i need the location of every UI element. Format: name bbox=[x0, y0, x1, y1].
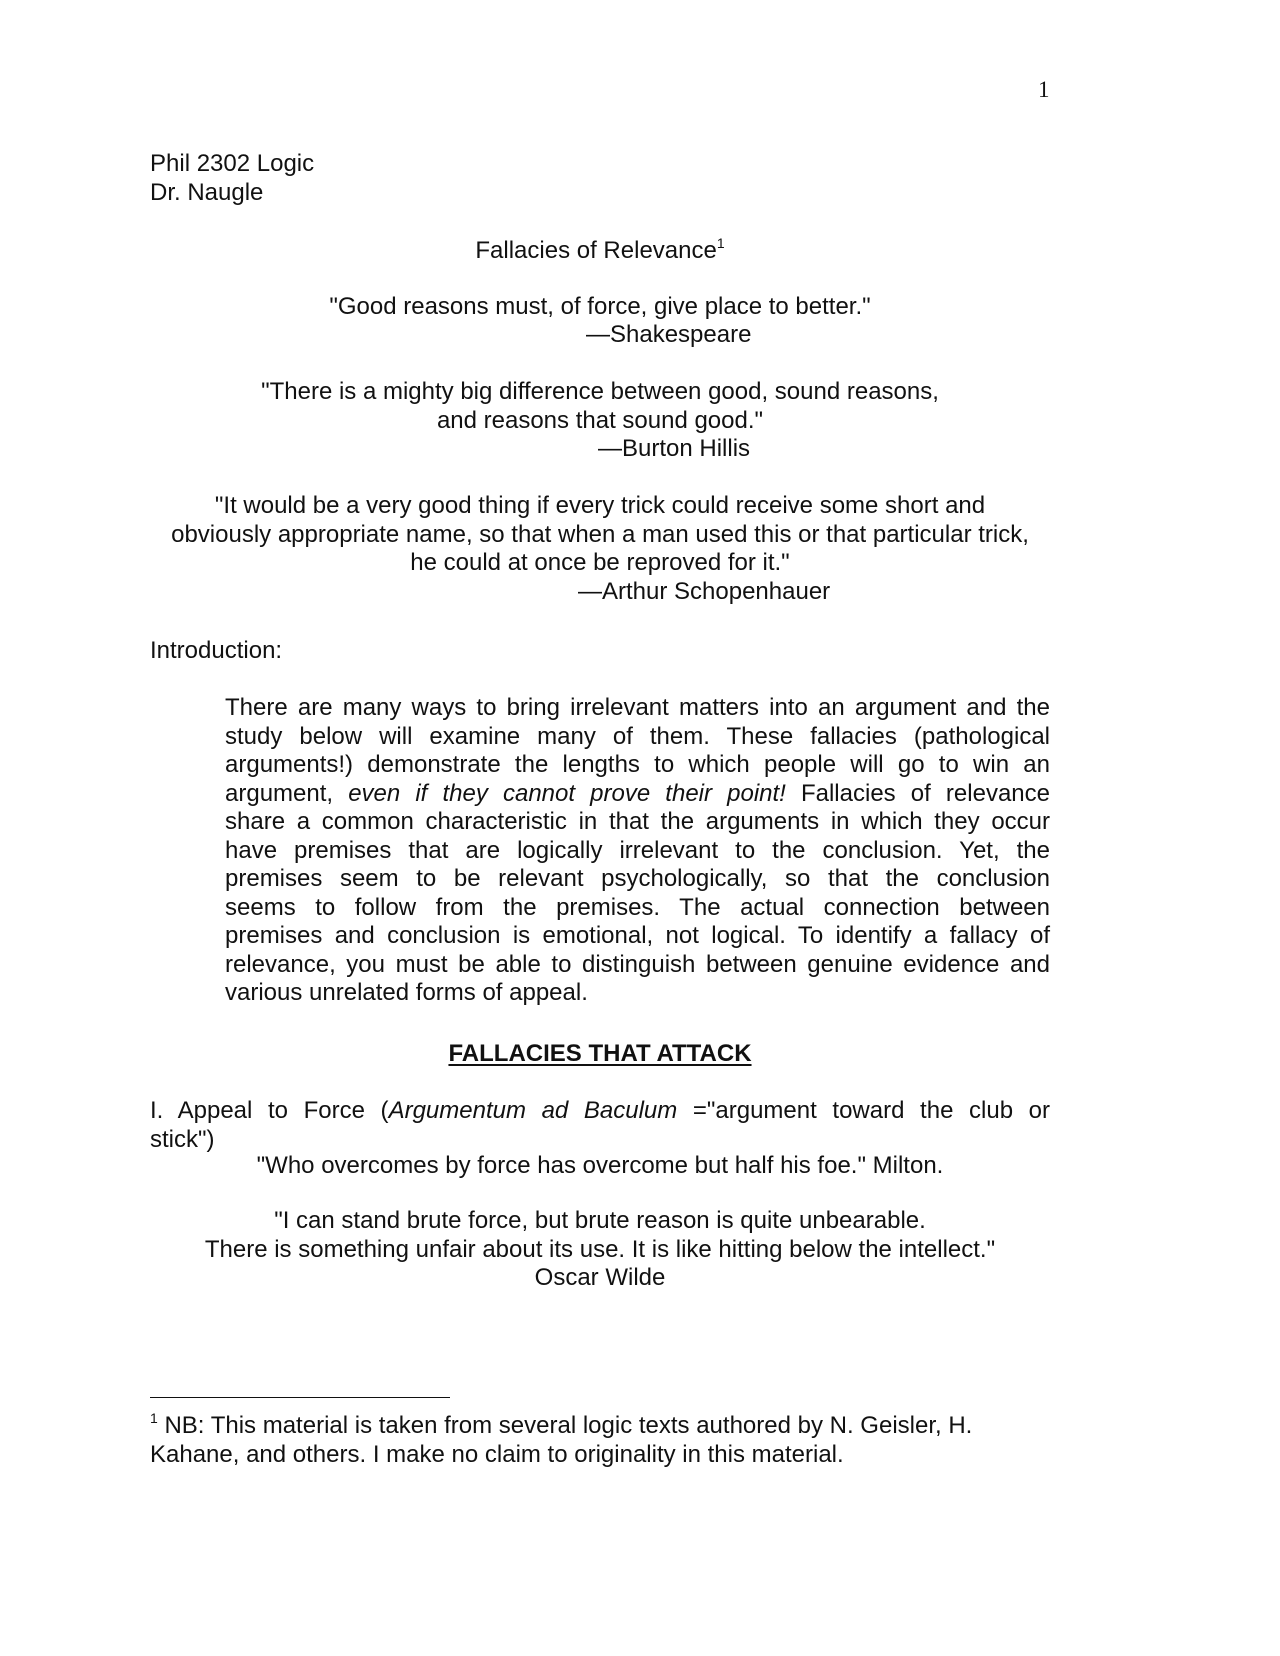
instructor-name: Dr. Naugle bbox=[150, 178, 264, 206]
introduction-paragraph bbox=[225, 694, 1050, 1008]
paragraph-line: relevance, you must be able to distinguish between genuine evidence and bbox=[225, 950, 1050, 978]
footnote-line bbox=[150, 1412, 1050, 1441]
paragraph-line: premises and conclusion is emotional, not logical. To identify a fallacy of bbox=[225, 922, 1050, 949]
quote-line: "Who overcomes by force has overcome but half his foe." Milton. bbox=[256, 1152, 944, 1179]
paragraph-line: study below will examine many of them. These fallacies (pathological bbox=[225, 722, 1050, 750]
paragraph-line: share a common characteristic in that the arguments in which they occur bbox=[225, 808, 1050, 835]
paragraph-line: various unrelated forms of appeal. bbox=[225, 979, 588, 1006]
epigraph-attribution-schopenhauer: —Arthur Schopenhauer bbox=[578, 578, 831, 605]
epigraph-attribution-shakespeare: —Shakespeare bbox=[586, 321, 752, 348]
appeal-to-force-heading bbox=[150, 1097, 1050, 1154]
document-header bbox=[150, 150, 314, 207]
epigraph-line: "There is a mighty big difference between good, sound reasons, bbox=[261, 378, 939, 405]
footnote-marker: 1 bbox=[150, 1410, 158, 1426]
appeal-heading-line bbox=[150, 1097, 1050, 1126]
appeal-heading-line-2: stick") bbox=[150, 1125, 215, 1153]
paragraph-line: arguments!) demonstrate the lengths to which people will go to win an bbox=[225, 751, 1050, 778]
line-text: Fallacies of relevance bbox=[800, 779, 1050, 807]
line-text: argument, bbox=[225, 779, 334, 807]
epigraph-line: he could at once be reproved for it." bbox=[410, 549, 790, 576]
section-heading: FALLACIES THAT ATTACK bbox=[448, 1040, 752, 1067]
epigraph-line: "It would be a very good thing if every trick could receive some short and bbox=[214, 492, 986, 519]
quote-line: "I can stand brute force, but brute reason is quite unbearable. bbox=[274, 1207, 926, 1234]
epigraph-line: "Good reasons must, of force, give place to better." bbox=[329, 293, 871, 320]
appeal-latin-term: Argumentum ad Baculum bbox=[388, 1097, 678, 1124]
paragraph-line-emphasis bbox=[225, 780, 1050, 809]
epigraph-attribution-hillis: —Burton Hillis bbox=[598, 435, 751, 462]
footnote-line: Kahane, and others. I make no claim to originality in this material. bbox=[150, 1440, 844, 1468]
footnote-text: NB: This material is taken from several logic texts authored by N. Geisler, H. bbox=[164, 1412, 973, 1439]
document-title-text: Fallacies of Relevance bbox=[475, 237, 717, 264]
appeal-label-pre: I. Appeal to Force ( bbox=[150, 1097, 389, 1124]
epigraph-schopenhauer bbox=[150, 492, 1050, 578]
quote-wilde bbox=[150, 1207, 1050, 1293]
quote-line: There is something unfair about its use. It is like hitting below the intellect." bbox=[204, 1235, 996, 1263]
quote-milton bbox=[150, 1152, 1050, 1181]
epigraph-hillis bbox=[150, 378, 1050, 435]
appeal-label-post: ="argument toward the club or bbox=[677, 1097, 1051, 1124]
epigraph-line: obviously appropriate name, so that when a man used this or that particular trick, bbox=[171, 520, 1029, 548]
document-title bbox=[0, 237, 1200, 266]
footnote-divider bbox=[150, 1397, 450, 1398]
introduction-label: Introduction: bbox=[150, 637, 283, 664]
title-footnote-ref: 1 bbox=[716, 235, 725, 251]
quote-attribution: Oscar Wilde bbox=[534, 1264, 666, 1291]
footnote bbox=[150, 1412, 1050, 1469]
course-name: Phil 2302 Logic bbox=[150, 150, 315, 177]
paragraph-line: have premises that are logically irrelevant to the conclusion. Yet, the bbox=[225, 836, 1050, 864]
epigraph-shakespeare bbox=[150, 293, 1050, 322]
epigraph-line: and reasons that sound good." bbox=[436, 406, 764, 434]
paragraph-line: There are many ways to bring irrelevant matters into an argument and the bbox=[225, 694, 1050, 721]
emphasis-text: even if they cannot prove their point! bbox=[348, 779, 786, 807]
page-number: 1 bbox=[1038, 77, 1050, 102]
paragraph-line: seems to follow from the premises. The actual connection between bbox=[225, 893, 1050, 921]
paragraph-line: premises seem to be relevant psychologically, so that the conclusion bbox=[225, 865, 1050, 892]
